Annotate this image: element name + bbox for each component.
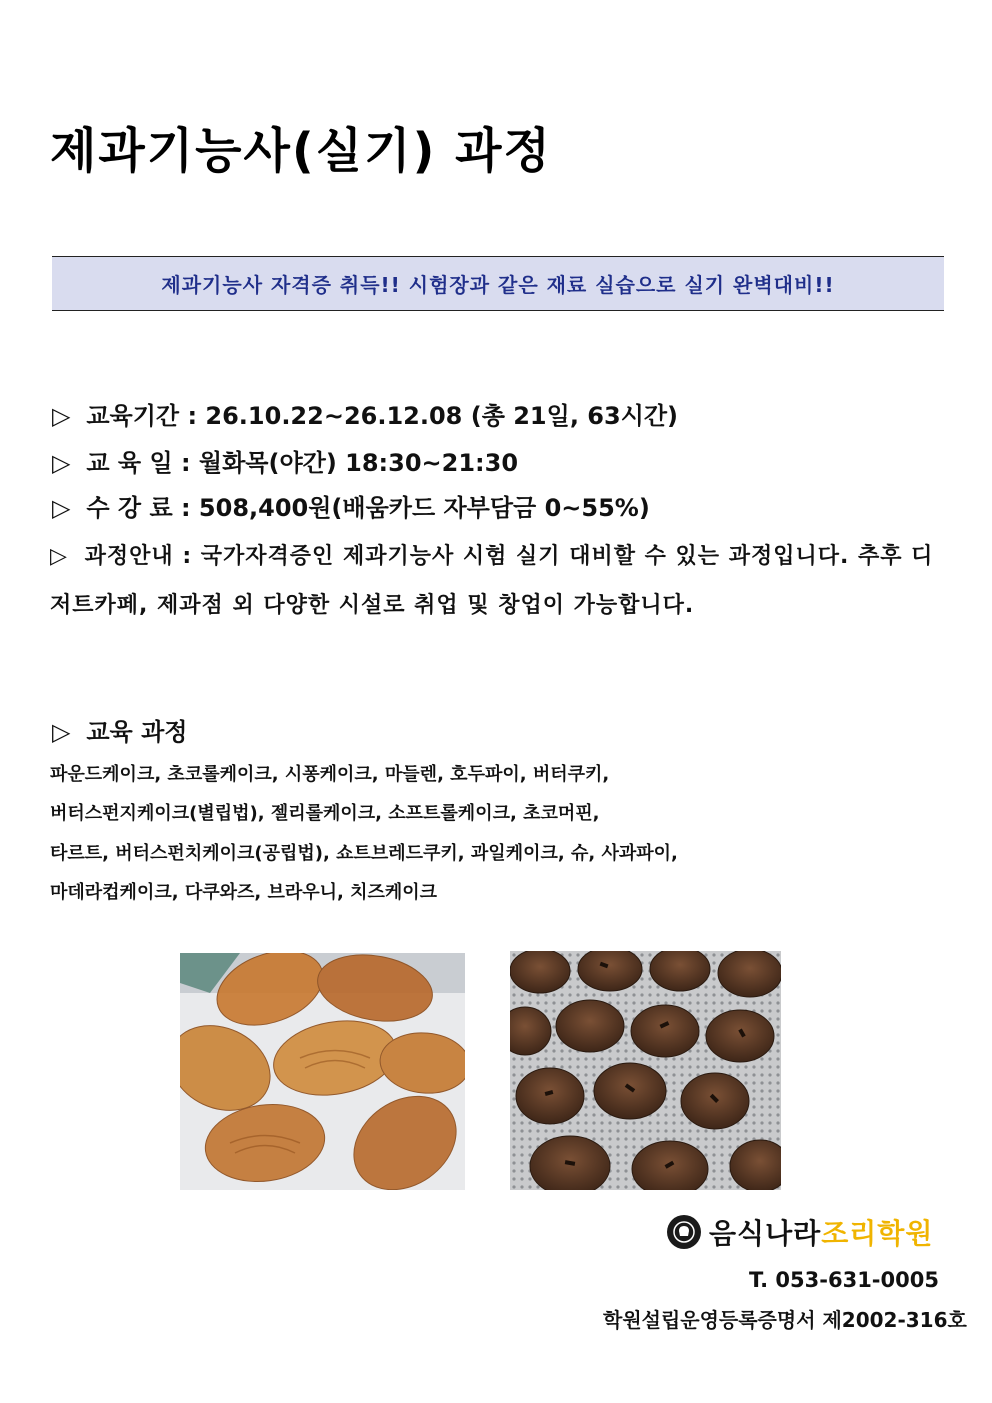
muffin-photo [510,951,781,1190]
triangle-icon: ▷ [52,449,71,477]
triangle-icon: ▷ [50,544,68,569]
academy-logo [667,1212,933,1252]
course-line: 파운드케이크, 초코롤케이크, 시퐁케이크, 마들렌, 호두파이, 버터쿠키, [50,764,610,785]
chef-hat-icon [667,1215,701,1249]
course-line: 타르트, 버터스펀치케이크(공립법), 쇼트브레드쿠키, 과일케이크, 슈, 사과파이, [50,843,678,864]
registration-number: 학원설립운영등록증명서 제2002-316호 [603,1308,967,1332]
course-line: 버터스펀지케이크(별립법), 젤리롤케이크, 소프트롤케이크, 초코머핀, [50,803,600,824]
madeleine-photo [180,953,465,1190]
info-days-text: 교 육 일 : 월화목(야간) 18:30~21:30 [86,449,519,477]
course-list-title: 교육 과정 [86,718,188,746]
triangle-icon: ▷ [52,402,71,430]
course-guide-text: 과정안내 : 국가자격증인 제과기능사 시험 실기 대비할 수 있는 과정입니다. 추후 디저트카페, 제과점 외 다양한 시설로 취업 및 창업이 가능합니다. [50,544,934,618]
course-guide [50,532,946,630]
academy-name-part1: 음식나라 [709,1217,822,1250]
academy-name [709,1212,933,1252]
banner-text: 제과기능사 자격증 취득!! 시험장과 같은 재료 실습으로 실기 완벽대비!! [161,273,835,297]
course-line: 마데라컵케이크, 다쿠와즈, 브라우니, 치즈케이크 [50,882,438,903]
phone-number: T. 053-631-0005 [749,1268,939,1292]
triangle-icon: ▷ [52,718,71,746]
academy-name-part2: 조리학원 [821,1217,934,1250]
page-title: 제과기능사(실기) 과정 [50,123,552,179]
course-list-heading [52,712,187,747]
info-days [52,443,518,478]
promo-banner [52,256,944,311]
triangle-icon: ▷ [52,494,71,522]
info-period-text: 교육기간 : 26.10.22~26.12.08 (총 21일, 63시간) [86,402,679,430]
info-fee-text: 수 강 료 : 508,400원(배움카드 자부담금 0~55%) [86,494,650,522]
info-period [52,396,678,431]
info-fee [52,488,650,523]
